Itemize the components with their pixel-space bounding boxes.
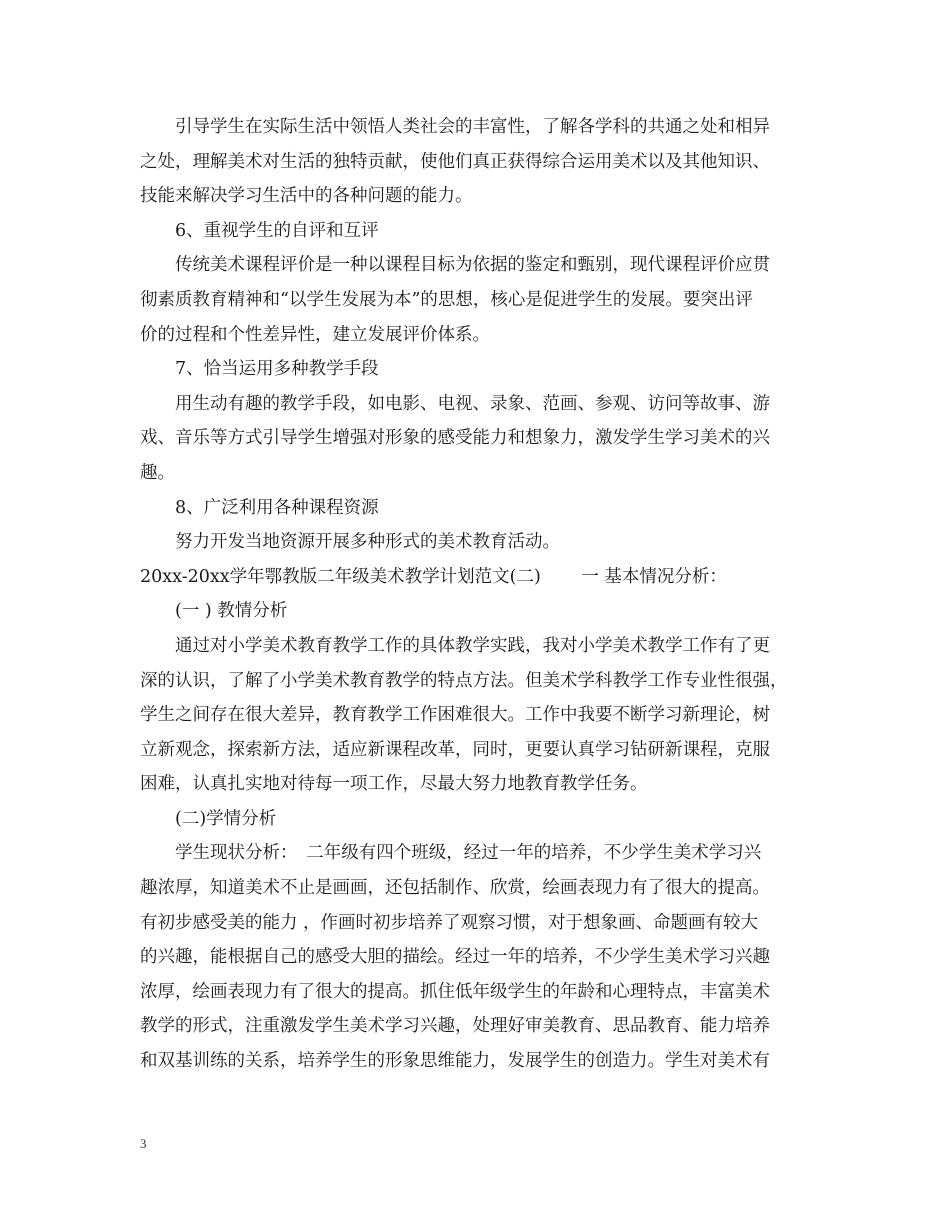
paragraph-line: 传统美术课程评价是一种以课程目标为依据的鉴定和甄别，现代课程评价应贯	[175, 255, 770, 276]
page-number: 3	[140, 1136, 147, 1151]
paragraph-line: 学生之间存在很大差异，教育教学工作困难很大。工作中我要不断学习新理论，树	[140, 705, 770, 726]
section-heading: 7、恰当运用多种教学手段	[175, 359, 379, 380]
section-heading: (一 ) 教情分析	[175, 601, 288, 622]
paragraph-line: 价的过程和个性差异性，建立发展评价体系。	[140, 324, 490, 345]
paragraph-line: 努力开发当地资源开展多种形式的美术教育活动。	[175, 532, 560, 553]
paragraph-line: 通过对小学美术教育教学工作的具体教学实践，我对小学美术教学工作有了更	[175, 635, 770, 656]
section-heading: 6、重视学生的自评和互评	[175, 220, 379, 241]
paragraph-line: 教学的形式，注重激发学生美术学习兴趣，处理好审美教育、思品教育、能力培养	[140, 1016, 770, 1037]
paragraph-line: 困难，认真扎实地对待每一项工作，尽最大努力地教育教学任务。	[140, 774, 648, 795]
paragraph-line: 趣浓厚，知道美术不止是画画，还包括制作、欣赏，绘画表现力有了很大的提高。	[140, 878, 770, 899]
paragraph-line: 趣。	[140, 462, 175, 483]
paragraph-line: 的兴趣，能根据自己的感受大胆的描绘。经过一年的培养，不少学生美术学习兴趣	[140, 947, 770, 968]
paragraph-line: 引导学生在实际生活中领悟人类社会的丰富性，了解各学科的共通之处和相异	[175, 117, 770, 137]
paragraph-line: 学生现状分析： 二年级有四个班级，经过一年的培养，不少学生美术学习兴	[175, 843, 762, 864]
section-heading: 8、广泛利用各种课程资源	[175, 497, 379, 518]
paragraph-line: 戏、音乐等方式引导学生增强对形象的感受能力和想象力，激发学生学习美术的兴	[140, 428, 770, 449]
paragraph-line: 有初步感受美的能力 ，作画时初步培养了观察习惯，对于想象画、命题画有较大	[140, 912, 759, 933]
paragraph-line: 和双基训练的关系，培养学生的形象思维能力，发展学生的创造力。学生对美术有	[140, 1051, 770, 1072]
paragraph-line: 用生动有趣的教学手段，如电影、电视、录象、范画、参观、访问等故事、游	[175, 393, 770, 414]
document-title-line: 20xx-20xx学年鄂教版二年级美术教学计划范文(二) 一 基本情况分析：	[140, 566, 727, 587]
document-body	[140, 110, 812, 1079]
paragraph-line: 彻素质教育精神和“以学生发展为本”的思想，核心是促进学生的发展。要突出评	[140, 289, 753, 310]
section-heading: (二)学情分析	[175, 808, 277, 829]
paragraph-line: 立新观念，探索新方法，适应新课程改革，同时，更要认真学习钻研新课程，克服	[140, 739, 770, 760]
paragraph-line: 之处，理解美术对生活的独特贡献，使他们真正获得综合运用美术以及其他知识、	[140, 151, 770, 172]
paragraph-line: 深的认识，了解了小学美术教育教学的特点方法。但美术学科教学工作专业性很强，	[140, 670, 788, 691]
paragraph-line: 浓厚，绘画表现力有了很大的提高。抓住低年级学生的年龄和心理特点，丰富美术	[140, 981, 770, 1002]
paragraph-line: 技能来解决学习生活中的各种问题的能力。	[140, 186, 473, 207]
